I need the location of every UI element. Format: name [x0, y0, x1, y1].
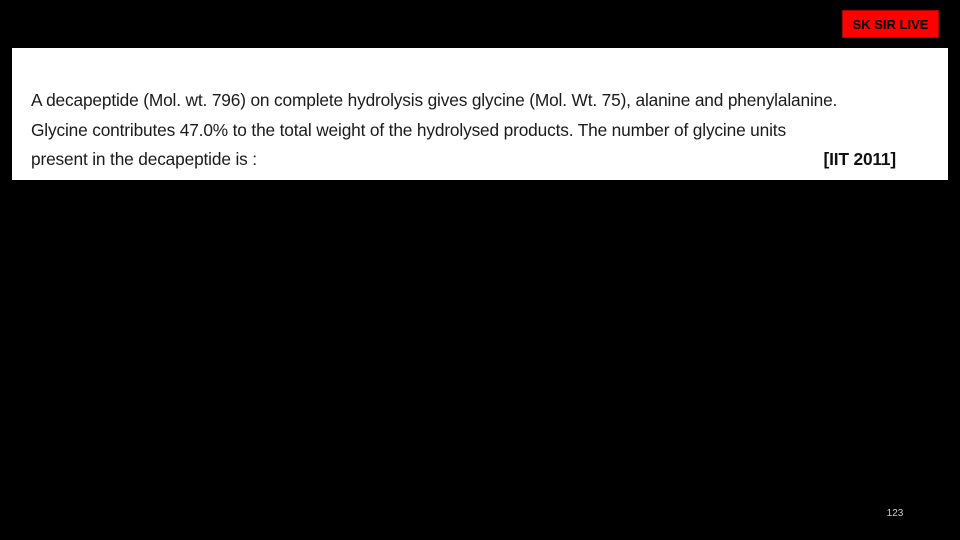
channel-badge: SK SIR LIVE [842, 10, 939, 38]
question-line-3: present in the decapeptide is : [31, 149, 257, 169]
question-line-3-row [31, 145, 896, 175]
question-text [31, 86, 939, 175]
question-card [12, 48, 948, 180]
question-line-2: Glycine contributes 47.0% to the total weight of the hydrolysed products. The number of glycine units [31, 119, 786, 140]
exam-source-tag: [IIT 2011] [823, 149, 896, 169]
slide-page-number: 123 [886, 508, 904, 519]
question-line-1: A decapeptide (Mol. wt. 796) on complete hydrolysis gives glycine (Mol. Wt. 75), alanine and phenylalanine. [31, 90, 838, 110]
